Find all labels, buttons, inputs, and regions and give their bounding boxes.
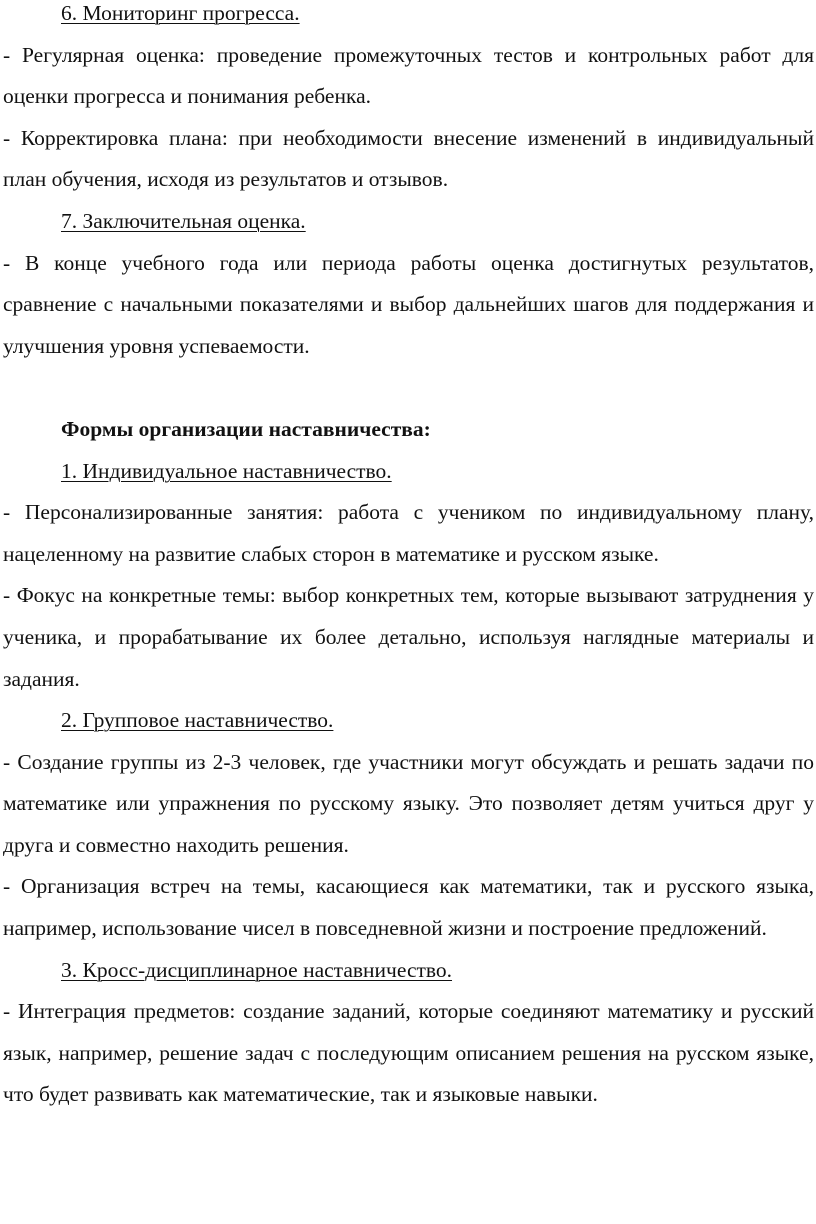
section-heading-final-assessment-text: 7. Заключительная оценка. xyxy=(61,208,306,233)
paragraph-personalized-lessons: - Персонализированные занятия: работа с учеником по индивидуальному плану, нацеленному на развитие слабых сторон в математике и русском языке. xyxy=(3,500,814,566)
section-heading-individual-text: 1. Индивидуальное наставничество. xyxy=(61,458,392,483)
section-heading-cross-disciplinary xyxy=(3,950,814,992)
blank-line xyxy=(3,367,814,409)
paragraph-meetings: - Организация встреч на темы, касающиеся как математики, так и русского языка, например, использование чисел в повседневной жизни и построение предложений. xyxy=(3,874,814,941)
section-heading-group xyxy=(3,700,814,742)
paragraph-plan-correction: - Корректировка плана: при необходимости внесение изменений в индивидуальный план обучения, исходя из результатов и отзывов. xyxy=(3,125,814,192)
section-heading-monitoring xyxy=(3,0,814,35)
paragraph-regular-assessment: - Регулярная оценка: проведение промежуточных тестов и контрольных работ для оценки прогресса и понимания ребенка. xyxy=(3,42,814,109)
section-heading-final-assessment xyxy=(3,201,814,243)
section-heading-cross-disciplinary-text: 3. Кросс-дисциплинарное наставничество. xyxy=(61,957,453,982)
paragraph-group-creation: - Создание группы из 2-3 человек, где участники могут обсуждать и решать задачи по математике или упражнения по русскому языку. Это позволяет детям учиться друг у друга и совместно находить решения. xyxy=(3,749,814,857)
paragraph-subject-integration: - Интеграция предметов: создание заданий, которые соединяют математику и русский язык, например, решение задач с последующим описанием решения на русском языке, что будет развивать как математические, так и языковые навыки. xyxy=(3,999,814,1107)
section-heading-individual xyxy=(3,451,814,493)
paragraph-topic-focus: - Фокус на конкретные темы: выбор конкретных тем, которые вызывают затруднения у ученика, и прорабатывание их более детально, используя наглядные материалы и задания. xyxy=(3,583,814,691)
section-heading-monitoring-text: 6. Мониторинг прогресса. xyxy=(61,1,300,25)
section-heading-group-text: 2. Групповое наставничество. xyxy=(61,708,334,733)
paragraph-final-assessment: - В конце учебного года или периода работы оценка достигнутых результатов, сравнение с начальными показателями и выбор дальнейших шагов для поддержания и улучшения уровня успеваемости. xyxy=(3,250,814,358)
forms-title: Формы организации наставничества: xyxy=(61,416,431,441)
